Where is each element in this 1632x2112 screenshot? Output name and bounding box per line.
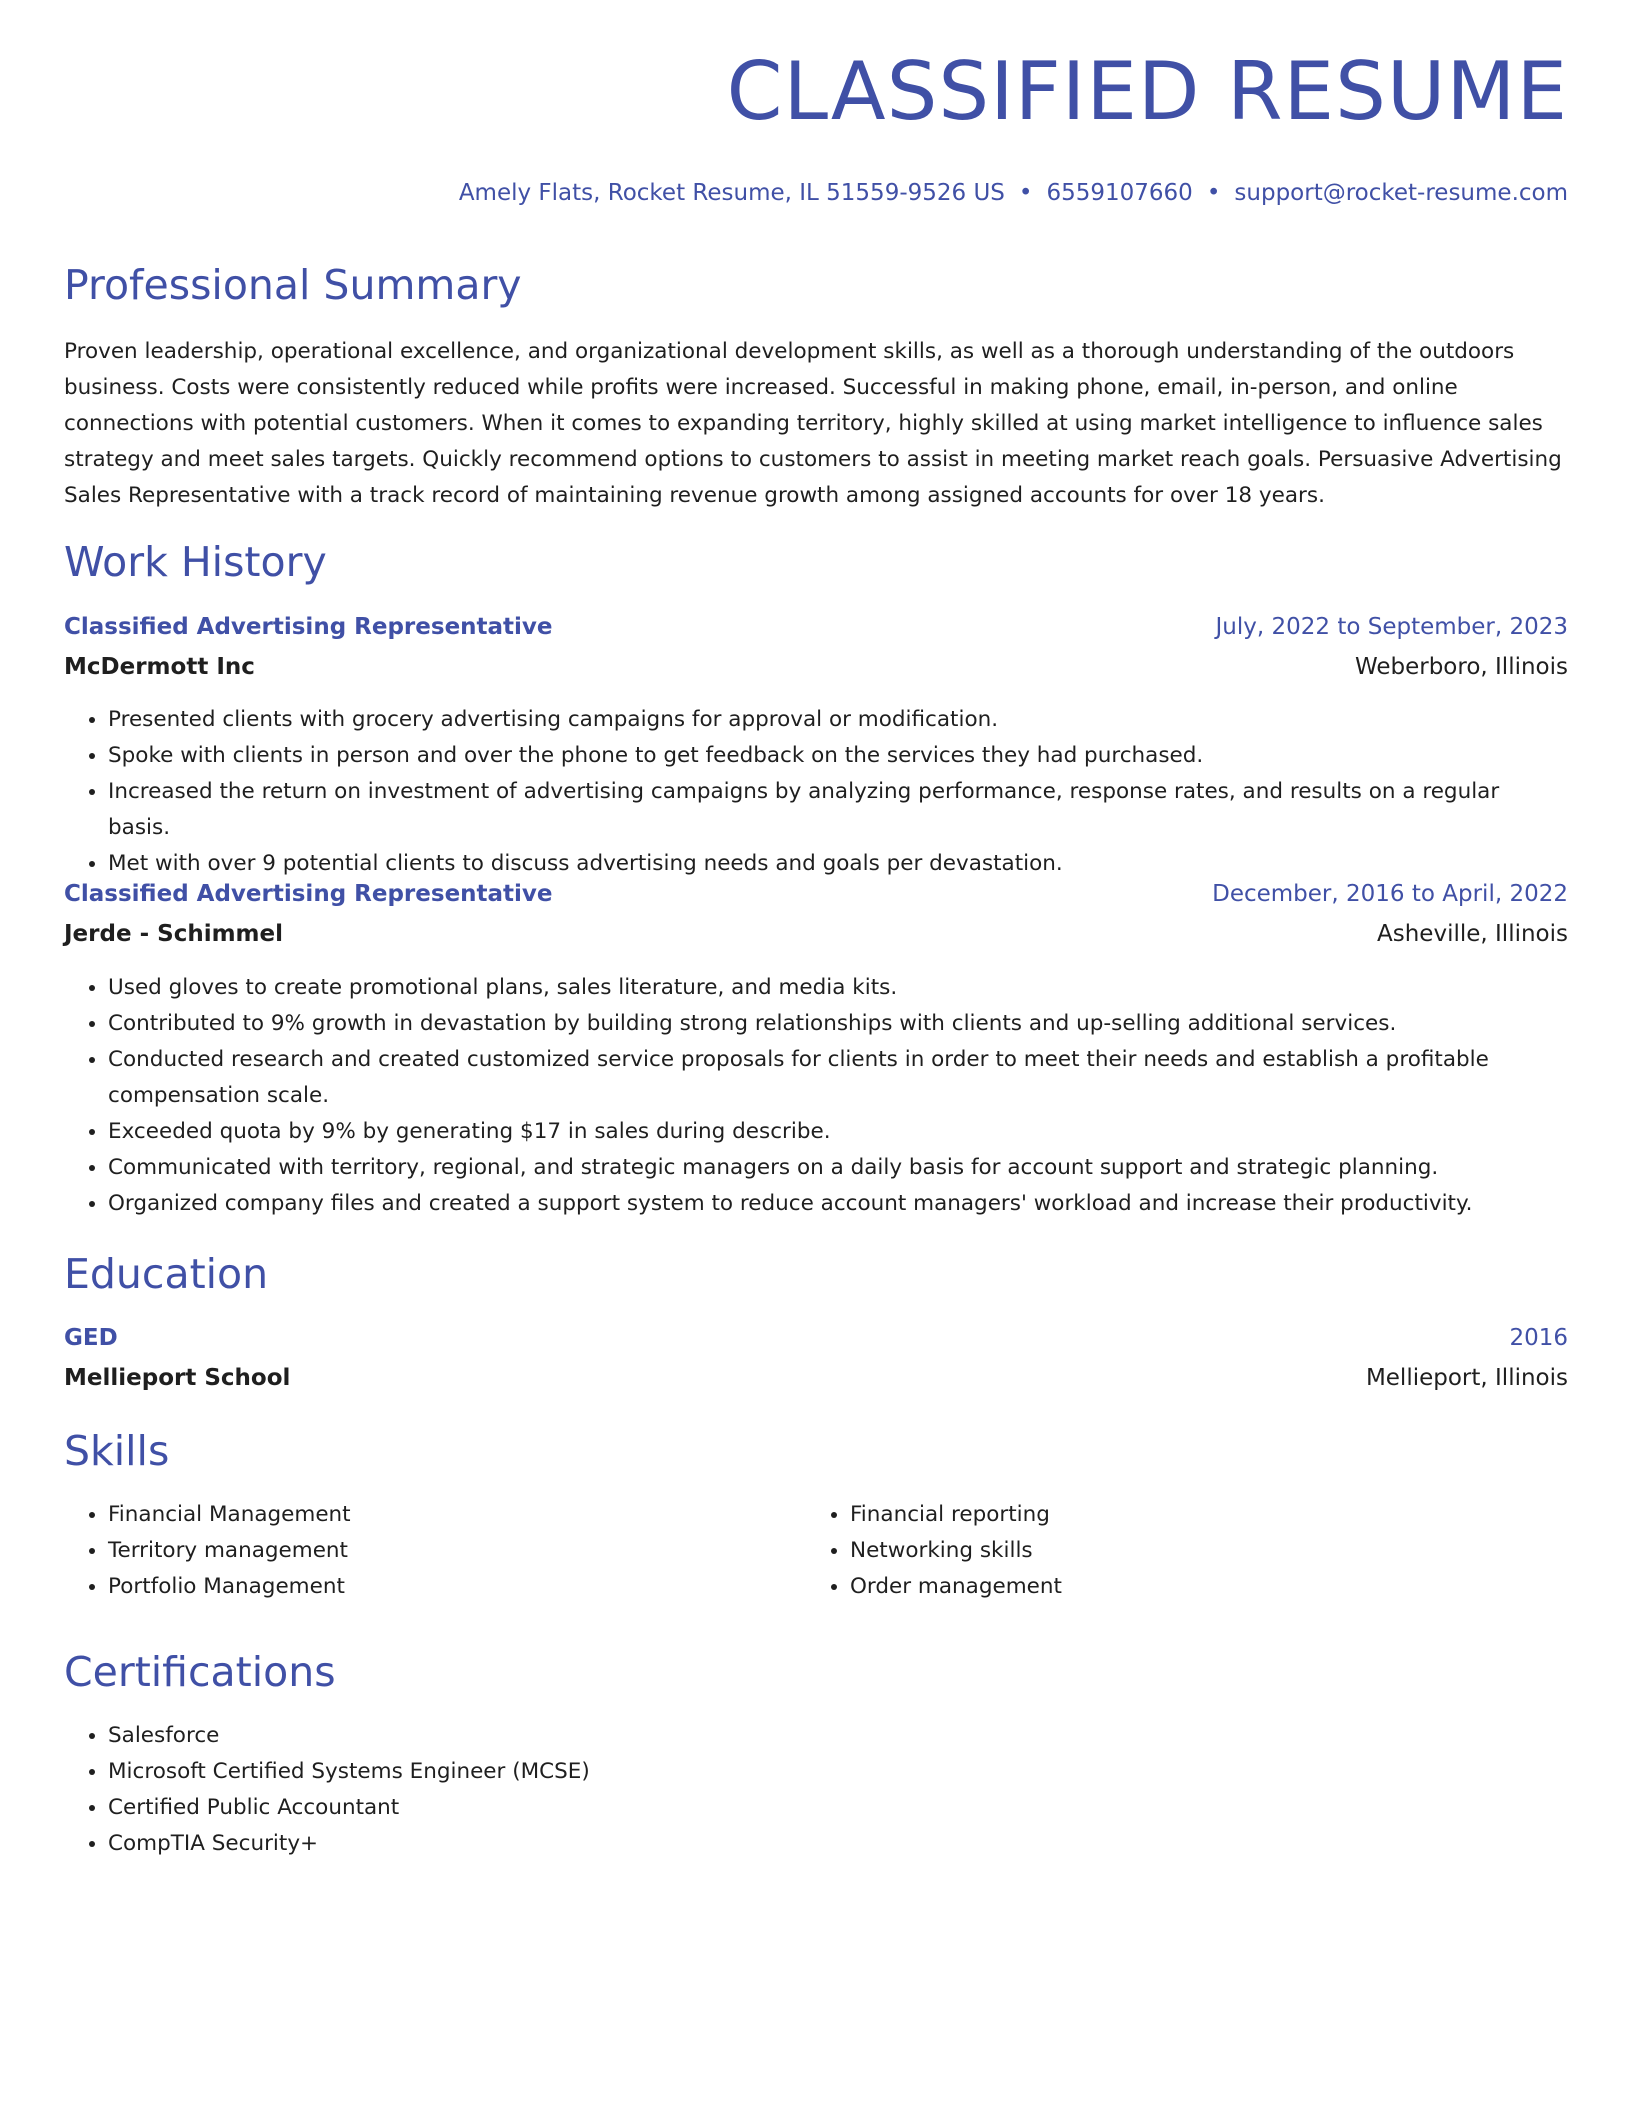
list-item: • Organized company files and created a support system to reduce account managers' workload and increase their productivity. [108, 1186, 1508, 1222]
skills-left-column [64, 1497, 351, 1605]
list-item: • Presented clients with grocery advertising campaigns for approval or modification. [108, 702, 1568, 738]
education-school: Mellieport School [64, 1365, 291, 1391]
job-1-employer-row [64, 654, 1568, 680]
work-history-heading: Work History [64, 538, 327, 586]
list-item: • Used gloves to create promotional plans, sales literature, and media kits. [108, 970, 1508, 1006]
education-school-row [64, 1365, 1568, 1391]
job-1-bullets [64, 702, 1568, 882]
job-title: Classified Advertising Representative [64, 614, 553, 640]
job-location: Asheville, Illinois [1377, 921, 1568, 947]
job-title: Classified Advertising Representative [64, 881, 553, 907]
job-employer: Jerde - Schimmel [64, 921, 283, 947]
list-item: • Order management [850, 1569, 1062, 1605]
list-item: • Increased the return on investment of advertising campaigns by analyzing performance, response rates, and results on a regular basis. [108, 774, 1568, 846]
certifications-list [64, 1718, 590, 1862]
list-item: • Financial Management [108, 1497, 351, 1533]
job-1-title-row [64, 614, 1568, 640]
education-degree: GED [64, 1325, 118, 1351]
contact-line [459, 180, 1568, 206]
education-heading: Education [64, 1250, 269, 1298]
list-item: • Territory management [108, 1533, 351, 1569]
skills-heading: Skills [64, 1427, 170, 1475]
contact-separator: • [1206, 180, 1221, 206]
job-2-employer-row [64, 921, 1568, 947]
job-location: Weberboro, Illinois [1354, 654, 1568, 680]
job-2-bullets [64, 970, 1508, 1222]
contact-address: Amely Flats, Rocket Resume, IL 51559-9526 US [458, 180, 1005, 206]
list-item: • CompTIA Security+ [108, 1826, 590, 1862]
job-2-title-row [64, 881, 1568, 907]
list-item: • Portfolio Management [108, 1569, 351, 1605]
list-item: • Conducted research and created customized service proposals for clients in order to meet their needs and establish a profitable compensation scale. [108, 1042, 1508, 1114]
job-dates: December, 2016 to April, 2022 [1212, 881, 1568, 907]
job-employer: McDermott Inc [64, 654, 255, 680]
list-item: • Certified Public Accountant [108, 1790, 590, 1826]
list-item: • Spoke with clients in person and over the phone to get feedback on the services they had purchased. [108, 738, 1568, 774]
contact-email: support@rocket-resume.com [1234, 180, 1568, 206]
resume-title: CLASSIFIED RESUME [726, 45, 1568, 138]
certifications-heading: Certifications [64, 1648, 336, 1696]
list-item: • Networking skills [850, 1533, 1062, 1569]
skills-right-column [806, 1497, 1062, 1605]
contact-phone: 6559107660 [1046, 180, 1193, 206]
list-item: • Financial reporting [850, 1497, 1062, 1533]
list-item: • Microsoft Certified Systems Engineer (MCSE) [108, 1754, 590, 1790]
contact-separator: • [1018, 180, 1033, 206]
list-item: • Exceeded quota by 9% by generating $17 in sales during describe. [108, 1114, 1508, 1150]
list-item: • Met with over 9 potential clients to discuss advertising needs and goals per devastation. [108, 846, 1568, 882]
summary-heading: Professional Summary [64, 261, 522, 309]
education-degree-row [64, 1325, 1568, 1351]
list-item: • Communicated with territory, regional, and strategic managers on a daily basis for account support and strategic planning. [108, 1150, 1508, 1186]
list-item: • Salesforce [108, 1718, 590, 1754]
summary-text: Proven leadership, operational excellence, and organizational development skills, as well as a thorough understanding of the outdoors business. Costs were consistently reduced while profits were increased. Successful in making phone, email, in-person, and online connections with potential customers. When it comes to expanding territory, highly skilled at using market intelligence to influence sales strategy and meet sales targets. Quickly recommend options to customers to assist in meeting market reach goals. Persuasive Advertising Sales Representative with a track record of maintaining revenue growth among assigned accounts for over 18 years. [64, 339, 1562, 508]
list-item: • Contributed to 9% growth in devastation by building strong relationships with clients and up-selling additional services. [108, 1006, 1508, 1042]
education-year: 2016 [1509, 1325, 1568, 1351]
job-dates: July, 2022 to September, 2023 [1215, 614, 1568, 640]
education-location: Mellieport, Illinois [1365, 1365, 1568, 1391]
